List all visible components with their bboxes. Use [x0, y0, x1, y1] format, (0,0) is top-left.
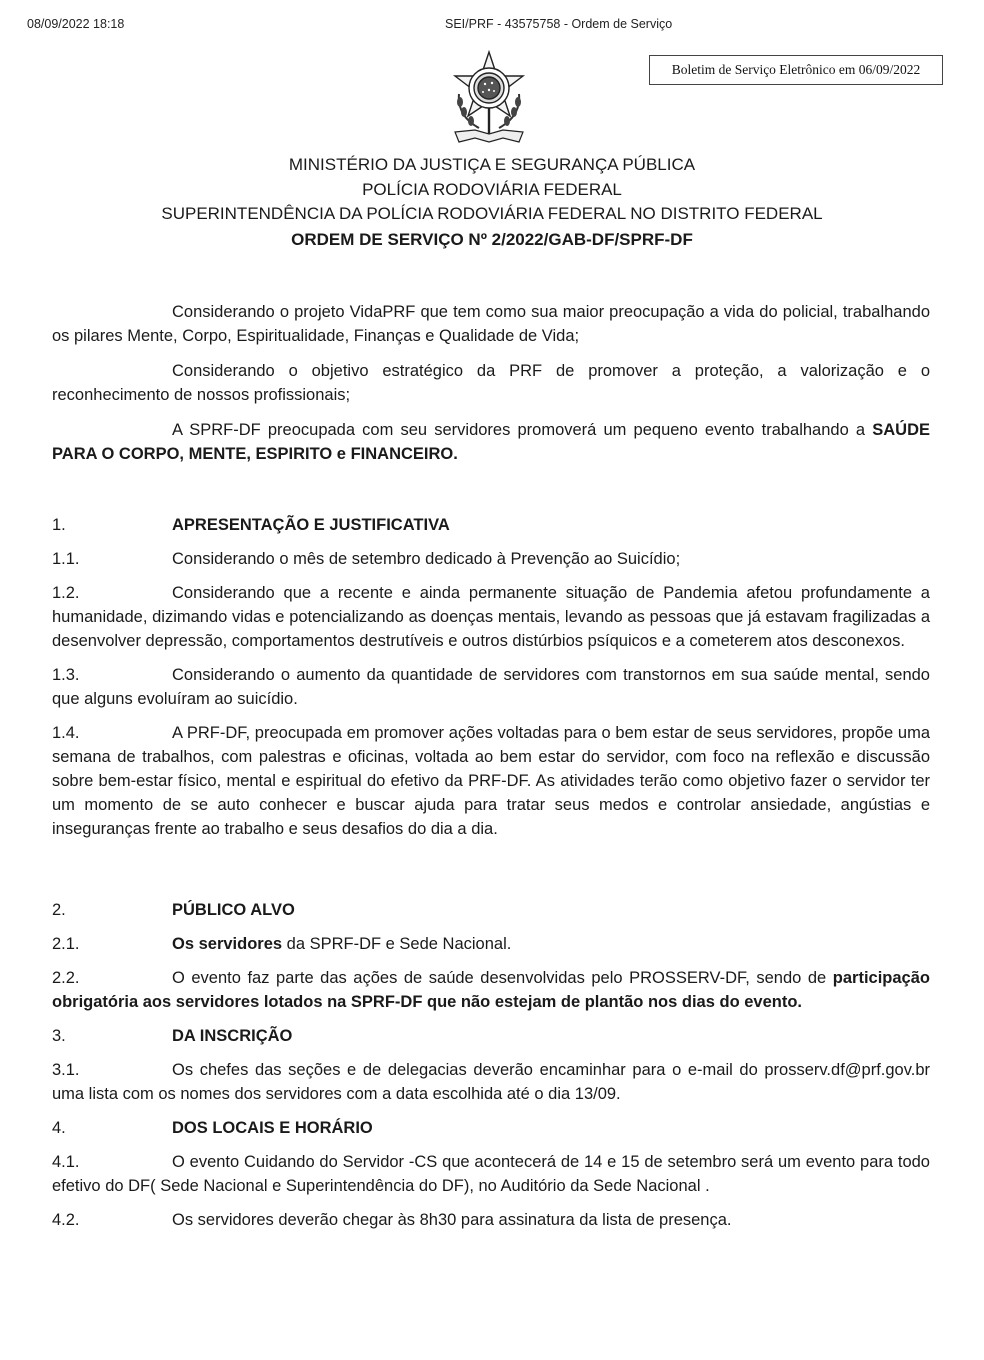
item-text: O evento faz parte das ações de saúde desenvolvidas pelo PROSSERV-DF, sendo de	[172, 969, 833, 987]
section-1-heading	[52, 513, 930, 537]
item-number: 4.2.	[52, 1211, 80, 1229]
intro-paragraph-3	[52, 418, 930, 466]
item-number: 4.1.	[52, 1153, 80, 1171]
print-datetime: 08/09/2022 18:18	[27, 17, 125, 31]
section-title: DOS LOCAIS E HORÁRIO	[172, 1119, 373, 1137]
item-text: O evento Cuidando do Servidor -CS que acontecerá de 14 e 15 de setembro será um evento para todo efetivo do DF( Sede Nacional e Superintendência do DF), no Auditório da Sede Nacional .	[52, 1153, 930, 1195]
section-number: 2.	[52, 901, 66, 919]
boletim-text: Boletim de Serviço Eletrônico em 06/09/2022	[671, 62, 921, 77]
intro-paragraph-3-emphasis: SAÚDE PARA O CORPO, MENTE, ESPIRITO e FINANCEIRO.	[52, 421, 930, 463]
item-number: 2.1.	[52, 935, 80, 953]
item-4-2	[52, 1208, 930, 1232]
print-document-reference: SEI/PRF - 43575758 - Ordem de Serviço	[445, 17, 673, 31]
item-number: 1.3.	[52, 666, 80, 684]
document-body	[52, 300, 930, 1242]
item-text: Os chefes das seções e de delegacias deverão encaminhar para o e-mail do prosserv.df@prf.gov.br uma lista com os nomes dos servidores com a data escolhida até o dia 13/09.	[52, 1061, 930, 1103]
item-4-1	[52, 1150, 930, 1198]
page-title: ORDEM DE SERVIÇO Nº 2/2022/GAB-DF/SPRF-DF	[291, 229, 693, 249]
boletim-stamp	[649, 55, 943, 85]
intro-paragraph-2: Considerando o objetivo estratégico da PRF de promover a proteção, a valorização e o reconhecimento de nossos profissionais;	[52, 362, 930, 404]
section-title: DA INSCRIÇÃO	[172, 1027, 293, 1045]
section-number: 1.	[52, 516, 66, 534]
item-text: Considerando que a recente e ainda permanente situação de Pandemia afetou profundamente a humanidade, dizimando vidas e potencializando as doenças mentais, levando as pessoas que já estavam fragilizadas a desenvolver depressão, comportamentos destrutíveis e outros distúrbios psíquicos e a cometerem atos desconexos.	[52, 584, 930, 650]
section-number: 3.	[52, 1027, 66, 1045]
item-text-emphasis: participação obrigatória aos servidores lotados na SPRF-DF que não estejam de plantão nos dias do evento.	[52, 969, 930, 1011]
item-text: Os servidores deverão chegar às 8h30 para assinatura da lista de presença.	[172, 1211, 732, 1229]
item-text: Considerando o aumento da quantidade de servidores com transtornos em sua saúde mental, sendo que alguns evoluíram ao suicídio.	[52, 666, 930, 708]
header-ministry: MINISTÉRIO DA JUSTIÇA E SEGURANÇA PÚBLICA	[288, 155, 696, 174]
document-header	[0, 153, 984, 252]
section-4-heading	[52, 1116, 930, 1140]
item-2-2	[52, 966, 930, 1014]
section-title: PÚBLICO ALVO	[172, 901, 295, 919]
item-1-1	[52, 547, 930, 571]
item-text: A PRF-DF, preocupada em promover ações voltadas para o bem estar de seus servidores, propõe uma semana de trabalhos, com palestras e oficinas, voltada ao bem estar do servidor, com foco na reflexão e discussão sobre bem-estar físico, mental e espiritual do efetivo da PRF-DF. As atividades terão como objetivo fazer o servidor ter um momento de se auto conhecer e buscar ajuda para tratar seus medos e controlar ansiedade, angústias e inseguranças frente ao trabalho e seus desafios do dia a dia.	[52, 724, 930, 838]
header-superintendence: SUPERINTENDÊNCIA DA POLÍCIA RODOVIÁRIA FEDERAL NO DISTRITO FEDERAL	[161, 204, 823, 223]
item-number: 1.2.	[52, 584, 80, 602]
item-3-1	[52, 1058, 930, 1106]
item-1-4	[52, 721, 930, 841]
header-agency: POLÍCIA RODOVIÁRIA FEDERAL	[362, 179, 622, 199]
item-number: 1.1.	[52, 550, 80, 568]
section-title: APRESENTAÇÃO E JUSTIFICATIVA	[172, 516, 450, 534]
item-text: da SPRF-DF e Sede Nacional.	[282, 935, 512, 953]
item-1-3	[52, 663, 930, 711]
item-number: 2.2.	[52, 969, 80, 987]
item-text: Considerando o mês de setembro dedicado à Prevenção ao Suicídio;	[172, 550, 681, 568]
section-3-heading	[52, 1024, 930, 1048]
section-2-heading	[52, 898, 930, 922]
item-2-1	[52, 932, 930, 956]
item-number: 1.4.	[52, 724, 80, 742]
item-1-2	[52, 581, 930, 653]
item-text-emphasis: Os servidores	[172, 935, 283, 953]
intro-paragraph-1: Considerando o projeto VidaPRF que tem como sua maior preocupação a vida do policial, trabalhando os pilares Mente, Corpo, Espiritualidade, Finanças e Qualidade de Vida;	[52, 303, 930, 345]
section-number: 4.	[52, 1119, 66, 1137]
brazil-coat-of-arms-icon	[445, 50, 533, 146]
intro-paragraph-3-text: A SPRF-DF preocupada com seu servidores promoverá um pequeno evento trabalhando a	[172, 421, 873, 439]
item-number: 3.1.	[52, 1061, 80, 1079]
